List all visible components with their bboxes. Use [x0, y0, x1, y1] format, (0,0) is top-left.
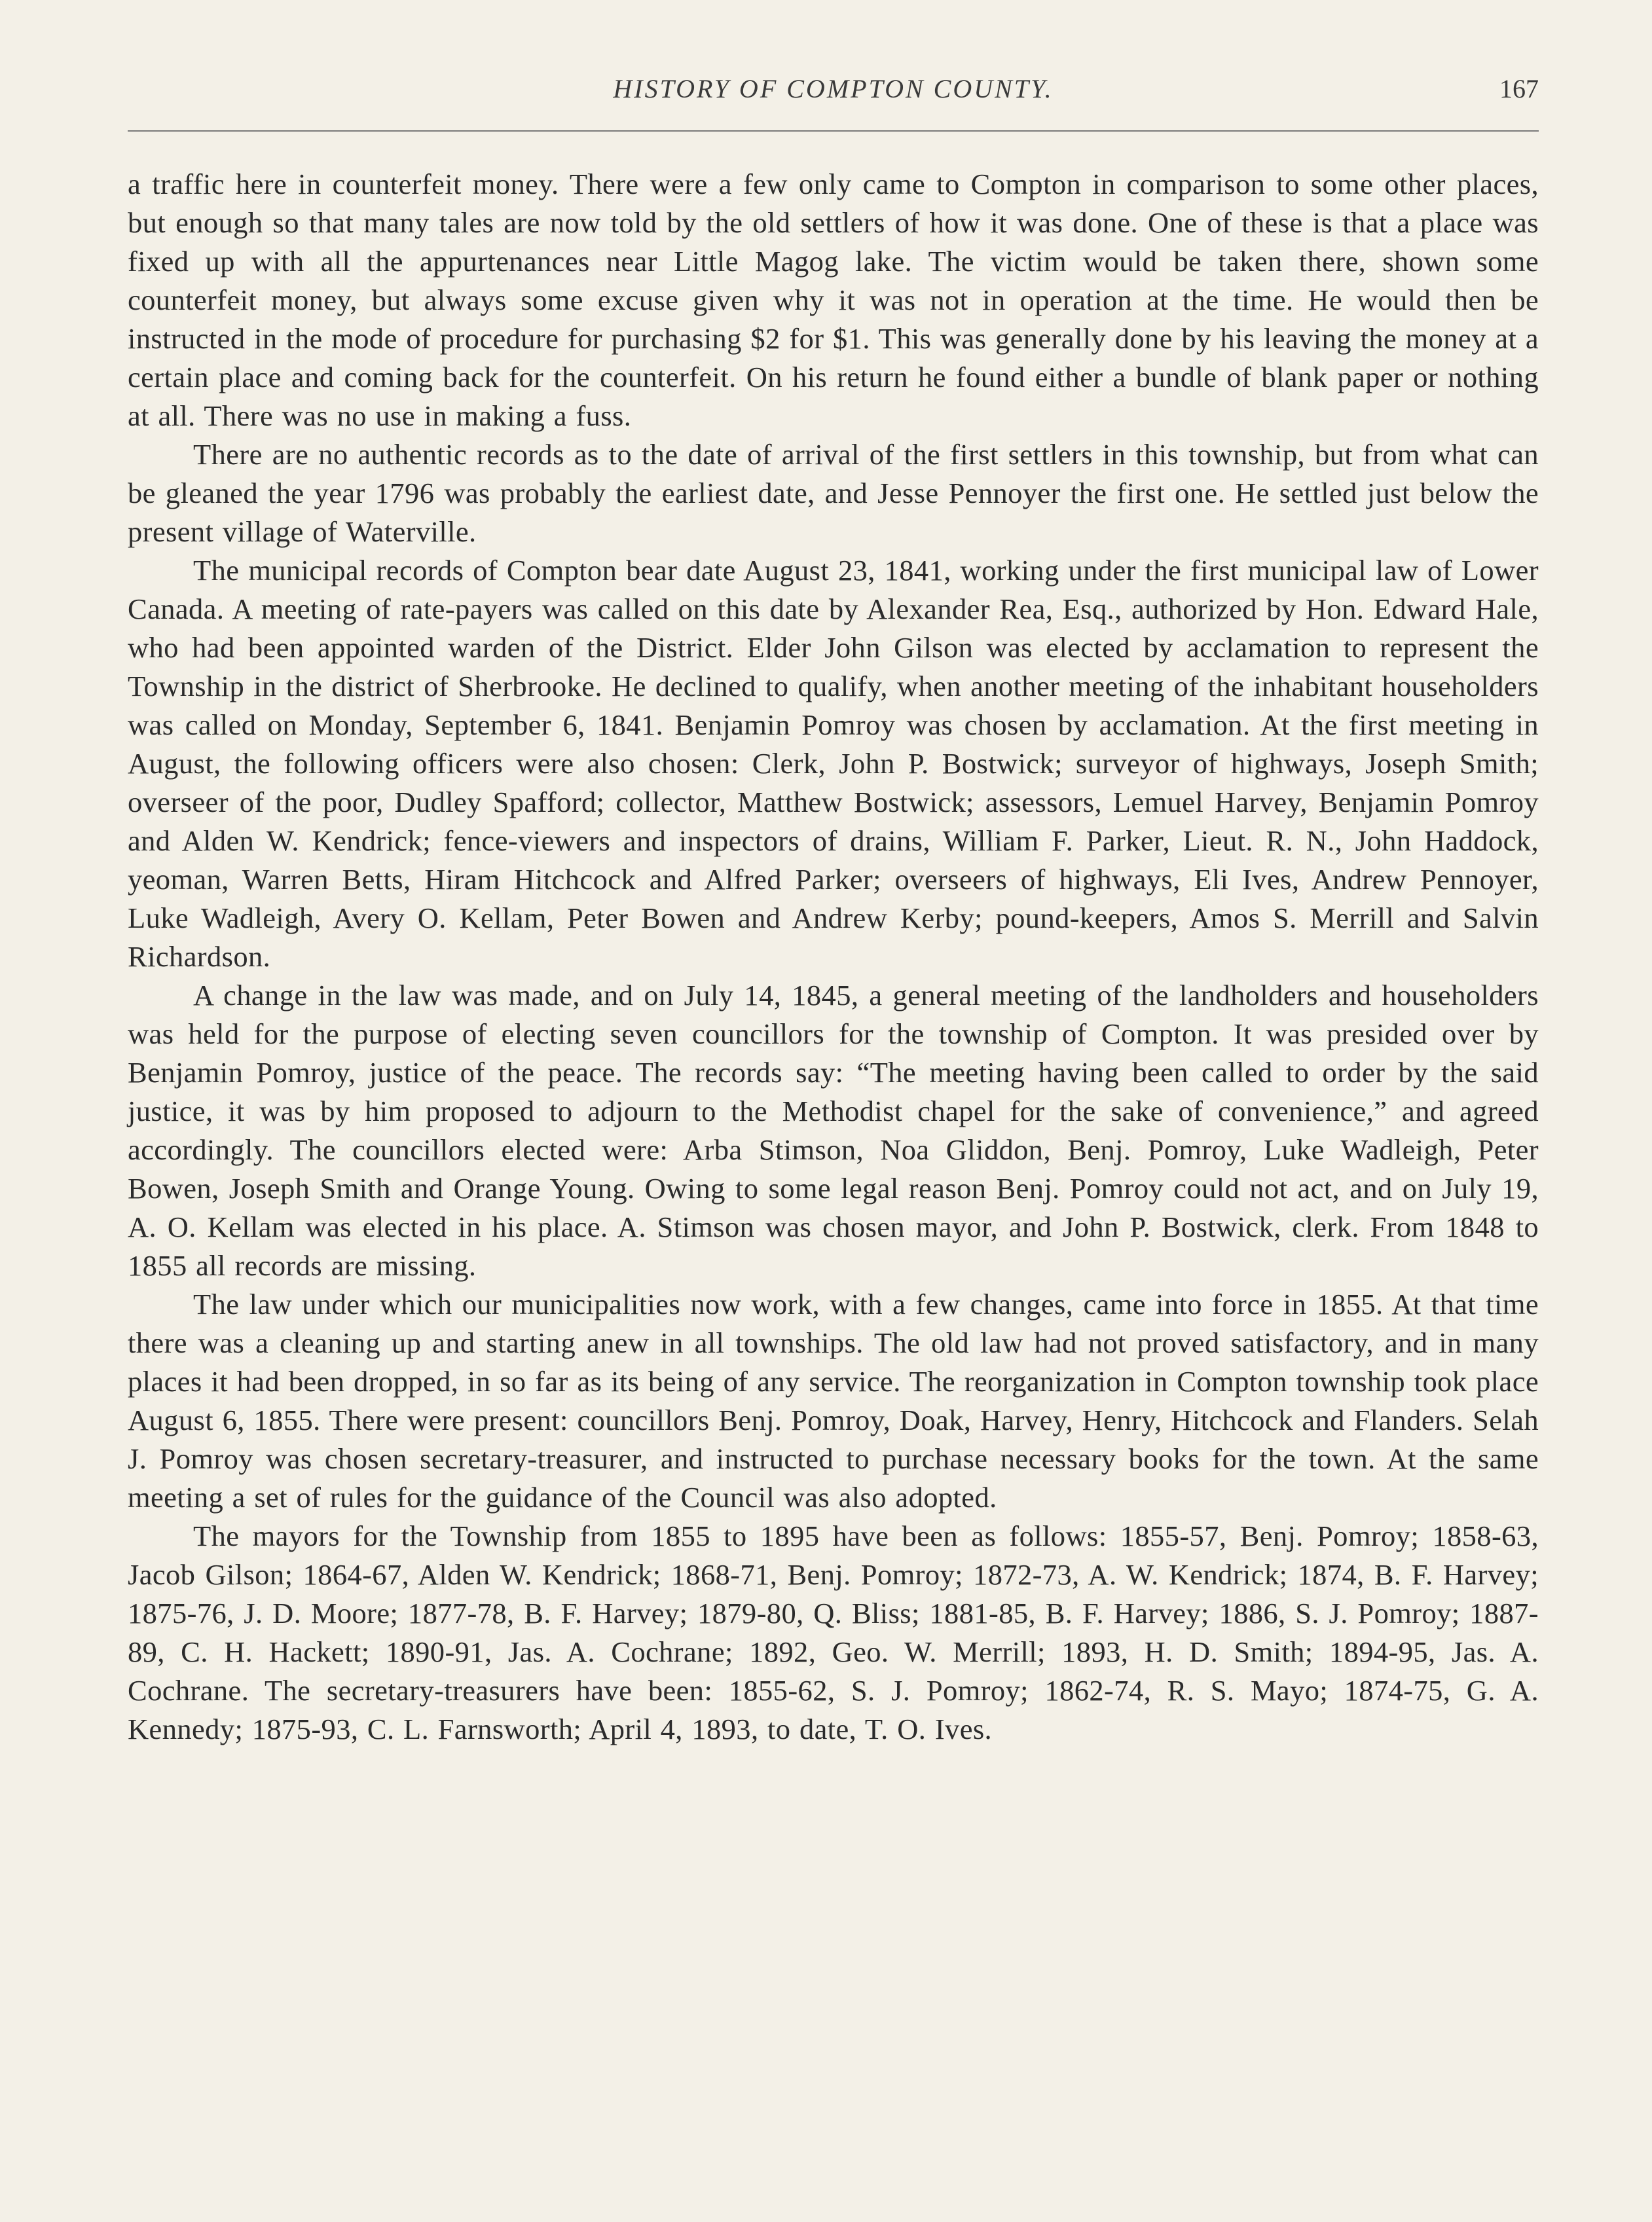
paragraph-law-change-1845: A change in the law was made, and on July 14, 1845, a general meeting of the landholders and householders was held for the purpose of electing seven councillors for the township of Compton. It was presided over by Benjamin Pomroy, justice of the peace. The records say: “The meeting having been called to order by the said justice, it was by him proposed to adjourn to the Methodist chapel for the sake of convenience,” and agreed accordingly. The councillors elected were: Arba Stimson, Noa Gliddon, Benj. Pomroy, Luke Wadleigh, Peter Bowen, Joseph Smith and Orange Young. Owing to some legal reason Benj. Pomroy could not act, and on July 19, A. O. Kellam was elected in his place. A. Stimson was chosen mayor, and John P. Bostwick, clerk. From 1848 to 1855 all records are missing.	[128, 979, 1539, 1282]
body-text	[128, 165, 1539, 1749]
header-rule	[128, 130, 1539, 132]
paragraph-law-1855: The law under which our municipalities now work, with a few changes, came into force in 1855. At that time there was a cleaning up and starting anew in all townships. The old law had not proved satisfactory, and in many places it had been dropped, in so far as its being of any service. The reorganization in Compton township took place August 6, 1855. There were present: councillors Benj. Pomroy, Doak, Harvey, Henry, Hitchcock and Flanders. Selah J. Pomroy was chosen secretary-treasurer, and instructed to purchase necessary books for the town. At the same meeting a set of rules for the guidance of the Council was also adopted.	[128, 1288, 1539, 1514]
running-head-title: HISTORY OF COMPTON COUNTY.	[613, 74, 1054, 103]
paragraph-first-settlers: There are no authentic records as to the date of arrival of the first settlers in this township, but from what can be gleaned the year 1796 was probably the earliest date, and Jesse Pennoyer the first one. He settled just below the present village of Waterville.	[128, 438, 1539, 548]
page-number: 167	[1499, 74, 1539, 103]
running-head	[128, 73, 1539, 119]
paragraph-counterfeit: a traffic here in counterfeit money. There were a few only came to Compton in comparison to some other places, but enough so that many tales are now told by the old settlers of how it was done. One of these is that a place was fixed up with all the appurtenances near Little Magog lake. The victim would be taken there, shown some counterfeit money, but always some excuse given why it was not in operation at the time. He would then be instructed in the mode of procedure for purchasing $2 for $1. This was generally done by his leaving the money at a certain place and coming back for the counterfeit. On his return he found either a bundle of blank paper or nothing at all. There was no use in making a fuss.	[128, 168, 1539, 432]
paragraph-municipal-records: The municipal records of Compton bear date August 23, 1841, working under the first municipal law of Lower Canada. A meeting of rate-payers was called on this date by Alexander Rea, Esq., authorized by Hon. Edward Hale, who had been appointed warden of the District. Elder John Gilson was elected by acclamation to represent the Township in the district of Sherbrooke. He declined to qualify, when another meeting of the inhabitant householders was called on Monday, September 6, 1841. Benjamin Pomroy was chosen by acclamation. At the first meeting in August, the following officers were also chosen: Clerk, John P. Bostwick; surveyor of highways, Joseph Smith; overseer of the poor, Dudley Spafford; collector, Matthew Bostwick; assessors, Lemuel Harvey, Benjamin Pomroy and Alden W. Kendrick; fence-viewers and inspectors of drains, William F. Parker, Lieut. R. N., John Haddock, yeoman, Warren Betts, Hiram Hitchcock and Alfred Parker; overseers of highways, Eli Ives, Andrew Pennoyer, Luke Wadleigh, Avery O. Kellam, Peter Bowen and Andrew Kerby; pound-keepers, Amos S. Merrill and Salvin Richardson.	[128, 554, 1539, 973]
paragraph-mayors: The mayors for the Township from 1855 to 1895 have been as follows: 1855-57, Benj. Pomroy; 1858-63, Jacob Gilson; 1864-67, Alden W. Kendrick; 1868-71, Benj. Pomroy; 1872-73, A. W. Kendrick; 1874, B. F. Harvey; 1875-76, J. D. Moore; 1877-78, B. F. Harvey; 1879-80, Q. Bliss; 1881-85, B. F. Harvey; 1886, S. J. Pomroy; 1887-89, C. H. Hackett; 1890-91, Jas. A. Cochrane; 1892, Geo. W. Merrill; 1893, H. D. Smith; 1894-95, Jas. A. Cochrane. The secretary-treasurers have been: 1855-62, S. J. Pomroy; 1862-74, R. S. Mayo; 1874-75, G. A. Kennedy; 1875-93, C. L. Farnsworth; April 4, 1893, to date, T. O. Ives.	[128, 1520, 1539, 1745]
